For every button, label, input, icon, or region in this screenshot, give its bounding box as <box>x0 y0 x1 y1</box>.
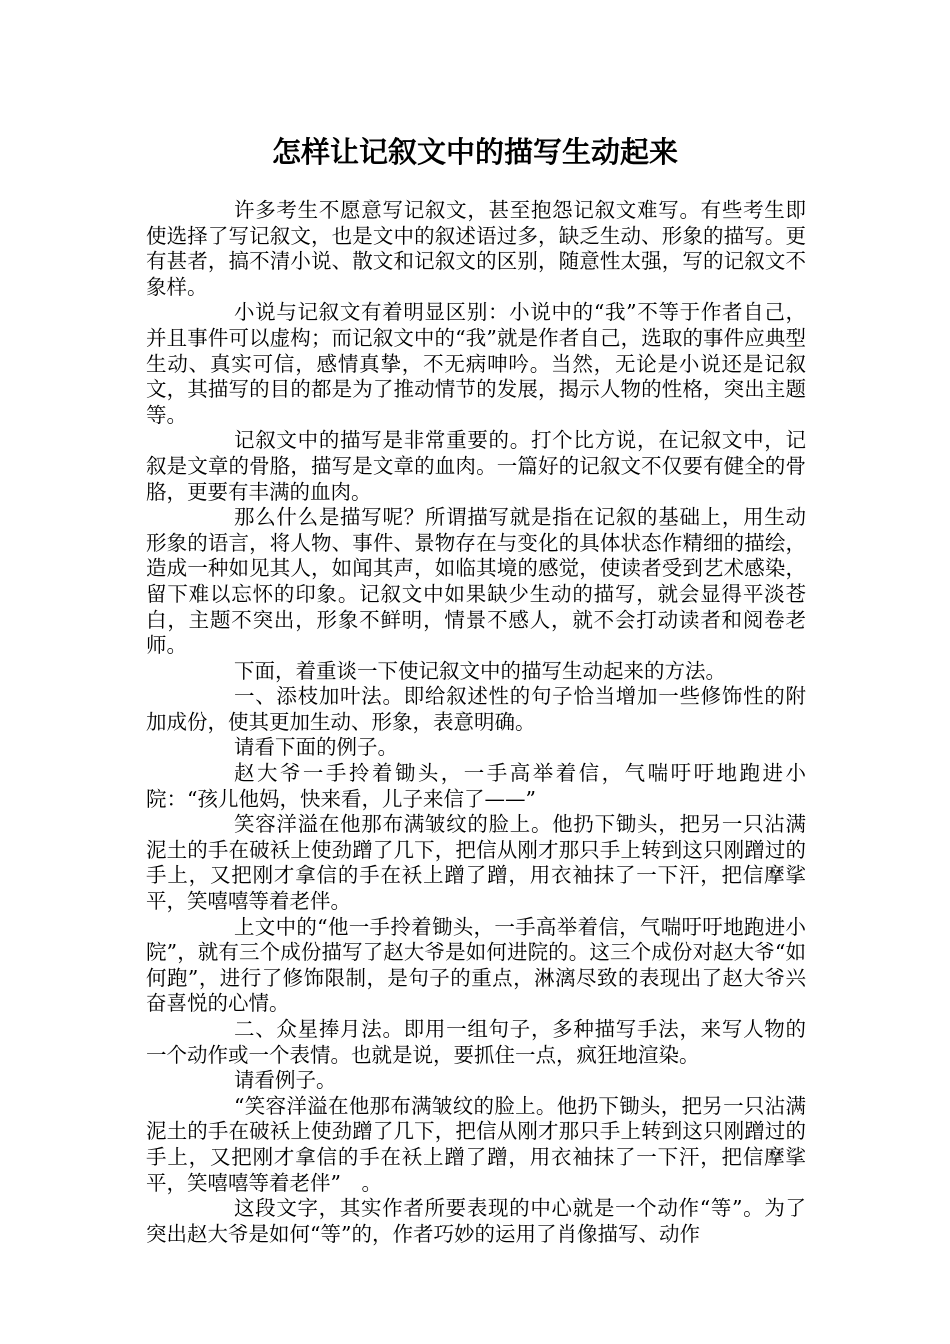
paragraph: 笑容洋溢在他那布满皱纹的脸上。他扔下锄头，把另一只沾满泥土的手在破袄上使劲蹭了几下，把信从刚才那只手上转到这只刚蹭过的手上，又把刚才拿信的手在袄上蹭了蹭，用衣袖抹了一下汗，把信摩挲平，笑嘻嘻等着老伴。 <box>146 812 806 914</box>
paragraph: 一、添枝加叶法。即给叙述性的句子恰当增加一些修饰性的附加成份，使其更加生动、形象，表意明确。 <box>146 684 806 734</box>
paragraph: 请看下面的例子。 <box>234 735 398 760</box>
paragraph: 下面，着重谈一下使记叙文中的描写生动起来的方法。 <box>234 658 726 683</box>
paragraph: 请看例子。 <box>234 1068 337 1093</box>
paragraph: 这段文字，其实作者所要表现的中心就是一个动作“等”。为了突出赵大爷是如何“等”的，作者巧妙的运用了肖像描写、动作 <box>146 1196 806 1246</box>
document-body <box>146 198 806 1247</box>
paragraph: 赵大爷一手拎着锄头，一手高举着信，气喘吁吁地跑进小院：“孩儿他妈，快来看，儿子来信了——” <box>146 761 806 811</box>
paragraph: 记叙文中的描写是非常重要的。打个比方说，在记叙文中，记叙是文章的骨胳，描写是文章的血肉。一篇好的记叙文不仅要有健全的骨胳，更要有丰满的血肉。 <box>146 428 806 504</box>
paragraph: 那么什么是描写呢？所谓描写就是指在记叙的基础上，用生动形象的语言，将人物、事件、景物存在与变化的具体状态作精细的描绘，造成一种如见其人，如闻其声，如临其境的感觉，使读者受到艺术感染，留下难以忘怀的印象。记叙文中如果缺少生动的描写，就会显得平淡苍白，主题不突出，形象不鲜明，情景不感人，就不会打动读者和阅卷老师。 <box>146 505 806 658</box>
paragraph: 二、众星捧月法。即用一组句子，多种描写手法，来写人物的一个动作或一个表情。也就是说，要抓住一点，疯狂地渲染。 <box>146 1017 806 1067</box>
paragraph: 上文中的“他一手拎着锄头，一手高举着信，气喘吁吁地跑进小院”，就有三个成份描写了赵大爷是如何进院的。这三个成份对赵大爷“如何跑”，进行了修饰限制，是句子的重点，淋漓尽致的表现出了赵大爷兴奋喜悦的心情。 <box>146 914 806 1016</box>
document-title: 怎样让记叙文中的描写生动起来 <box>271 135 678 169</box>
paragraph: “笑容洋溢在他那布满皱纹的脸上。他扔下锄头，把另一只沾满泥土的手在破袄上使劲蹭了几下，把信从刚才那只手上转到这只刚蹭过的手上，又把刚才拿信的手在袄上蹭了蹭，用衣袖抹了一下汗，把信摩挲平，笑嘻嘻等着老伴” 。 <box>146 1093 806 1195</box>
paragraph: 小说与记叙文有着明显区别：小说中的“我”不等于作者自己，并且事件可以虚构；而记叙文中的“我”就是作者自己，选取的事件应典型生动、真实可信，感情真挚，不无病呻吟。当然，无论是小说还是记叙文，其描写的目的都是为了推动情节的发展，揭示人物的性格，突出主题等。 <box>146 300 806 427</box>
paragraph: 许多考生不愿意写记叙文，甚至抱怨记叙文难写。有些考生即使选择了写记叙文，也是文中的叙述语过多，缺乏生动、形象的描写。更有甚者，搞不清小说、散文和记叙文的区别，随意性太强，写的记叙文不象样。 <box>146 198 806 299</box>
